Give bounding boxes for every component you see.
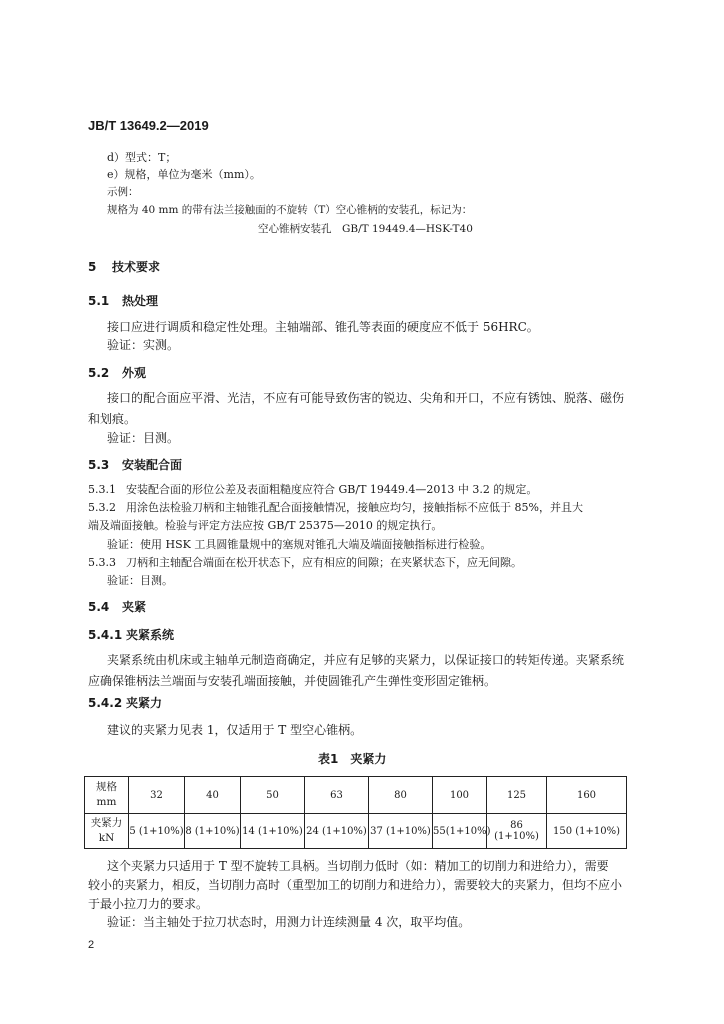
table-cell: 160: [547, 777, 627, 814]
table-row-sizes: [85, 777, 627, 814]
section-title: 热处理: [122, 294, 159, 308]
section-title: 安装配合面: [122, 458, 183, 472]
note-verify: 验证：当主轴处于拉刀状态时，用测力计连续测量 4 次，取平均值。: [107, 915, 471, 929]
section-5-heading: [88, 258, 160, 275]
table-cell: 150 (1+10%): [547, 814, 627, 849]
section-title: 外观: [122, 366, 147, 380]
section-5-4-heading: [88, 598, 146, 615]
section-title: 夹紧力: [126, 696, 163, 710]
section-number: 5.4.1: [88, 628, 123, 642]
section-title: 夹紧: [122, 600, 147, 614]
table-cell: 14 (1+10%): [241, 814, 305, 849]
section-number: 5.4.2: [88, 696, 123, 710]
page-number: 2: [88, 939, 95, 951]
section-title: 技术要求: [112, 260, 161, 274]
example-label: 示例：: [107, 186, 139, 198]
clause-5-3-2: [88, 499, 583, 515]
clause-5-3-3: [88, 554, 522, 570]
section-number: 5.4: [88, 600, 110, 614]
table-cell: 40: [185, 777, 241, 814]
table-row-header: 规格 mm: [85, 777, 129, 814]
clause-number: 5.3.1: [88, 483, 116, 496]
section-5-1-body: 接口应进行调质和稳定性处理。主轴端部、锥孔等表面的硬度应不低于 56HRC。: [107, 320, 539, 334]
clause-5-3-3-verify: 验证：目测。: [107, 574, 173, 587]
section-5-4-2-body: 建议的夹紧力见表 1，仅适用于 T 型空心锥柄。: [107, 723, 363, 737]
clause-5-3-2-cont: 端及端面接触。检验与评定方法应按 GB/T 25375—2010 的规定执行。: [88, 519, 443, 532]
table-cell: 80: [369, 777, 433, 814]
section-5-1-verify: 验证：实测。: [107, 338, 180, 352]
section-number: 5.1: [88, 294, 110, 308]
clause-5-3-1: [88, 481, 537, 497]
section-5-2-heading: [88, 364, 146, 381]
list-item-d: d）型式：T；: [107, 151, 177, 164]
table-cell: 63: [305, 777, 369, 814]
table-cell: 100: [433, 777, 487, 814]
table-caption: 表1 夹紧力: [318, 752, 387, 766]
clause-number: 5.3.3: [88, 556, 116, 569]
table-row-forces: [85, 814, 627, 849]
section-number: 5.3: [88, 458, 110, 472]
section-5-2-body: 接口的配合面应平滑、光洁，不应有可能导致伤害的锐边、尖角和开口，不应有锈蚀、脱落、磁伤和划痕。: [88, 391, 624, 426]
table-cell: 55(1+10%): [433, 814, 487, 849]
note-line-1: 这个夹紧力只适用于 T 型不旋转工具柄。当切削力低时（如：精加工的切削力和进给力），需要: [107, 859, 609, 873]
clause-text: 用涂色法检验刀柄和主轴锥孔配合面接触情况，接触应均匀，接触指标不应低于 85%，并且大: [126, 501, 583, 514]
section-number: 5.2: [88, 366, 110, 380]
note-line-2: 较小的夹紧力，相反，当切削力高时（重型加工的切削力和进给力），需要较大的夹紧力，但均不应小: [88, 878, 623, 892]
table-cell: 24 (1+10%): [305, 814, 369, 849]
table-cell: 5 (1+10%): [129, 814, 185, 849]
note-line-3: 于最小拉刀力的要求。: [88, 897, 209, 911]
table-cell: 50: [241, 777, 305, 814]
section-5-4-1-heading: [88, 626, 174, 643]
clamping-force-table: [84, 776, 627, 849]
section-title: 夹紧系统: [126, 628, 175, 642]
clause-number: 5.3.2: [88, 501, 116, 514]
example-marking: 空心锥柄安装孔 GB/T 19449.4—HSK-T40: [258, 223, 473, 235]
clause-text: 刀柄和主轴配合端面在松开状态下，应有相应的间隙；在夹紧状态下，应无间隙。: [126, 556, 522, 569]
list-item-e: e）规格，单位为毫米（mm）。: [107, 168, 261, 181]
section-5-3-heading: [88, 456, 182, 473]
table-cell: 125: [487, 777, 547, 814]
section-5-1-heading: [88, 292, 158, 309]
section-5-2-verify: 验证：目测。: [107, 431, 180, 445]
section-5-4-1-body: 夹紧系统由机床或主轴单元制造商确定，并应有足够的夹紧力，以保证接口的转矩传递。夹紧系统应确保锥柄法兰端面与安装孔端面接触，并使圆锥孔产生弹性变形固定锥柄。: [88, 653, 624, 688]
table-cell: 32: [129, 777, 185, 814]
table-row-header: 夹紧力 kN: [85, 814, 129, 849]
section-5-4-2-heading: [88, 694, 162, 711]
document-header: JB/T 13649.2—2019: [88, 118, 209, 133]
table-cell: 8 (1+10%): [185, 814, 241, 849]
example-text: 规格为 40 mm 的带有法兰接触面的不旋转（T）空心锥柄的安装孔，标记为：: [107, 204, 473, 216]
table-cell: 37 (1+10%): [369, 814, 433, 849]
section-number: 5: [88, 260, 97, 274]
clause-5-3-2-verify: 验证：使用 HSK 工具圆锥量规中的塞规对锥孔大端及端面接触指标进行检验。: [107, 538, 492, 551]
clause-text: 安装配合面的形位公差及表面粗糙度应符合 GB/T 19449.4—2013 中 3.2 的规定。: [126, 483, 538, 496]
table-cell: 86 (1+10%): [487, 814, 547, 849]
